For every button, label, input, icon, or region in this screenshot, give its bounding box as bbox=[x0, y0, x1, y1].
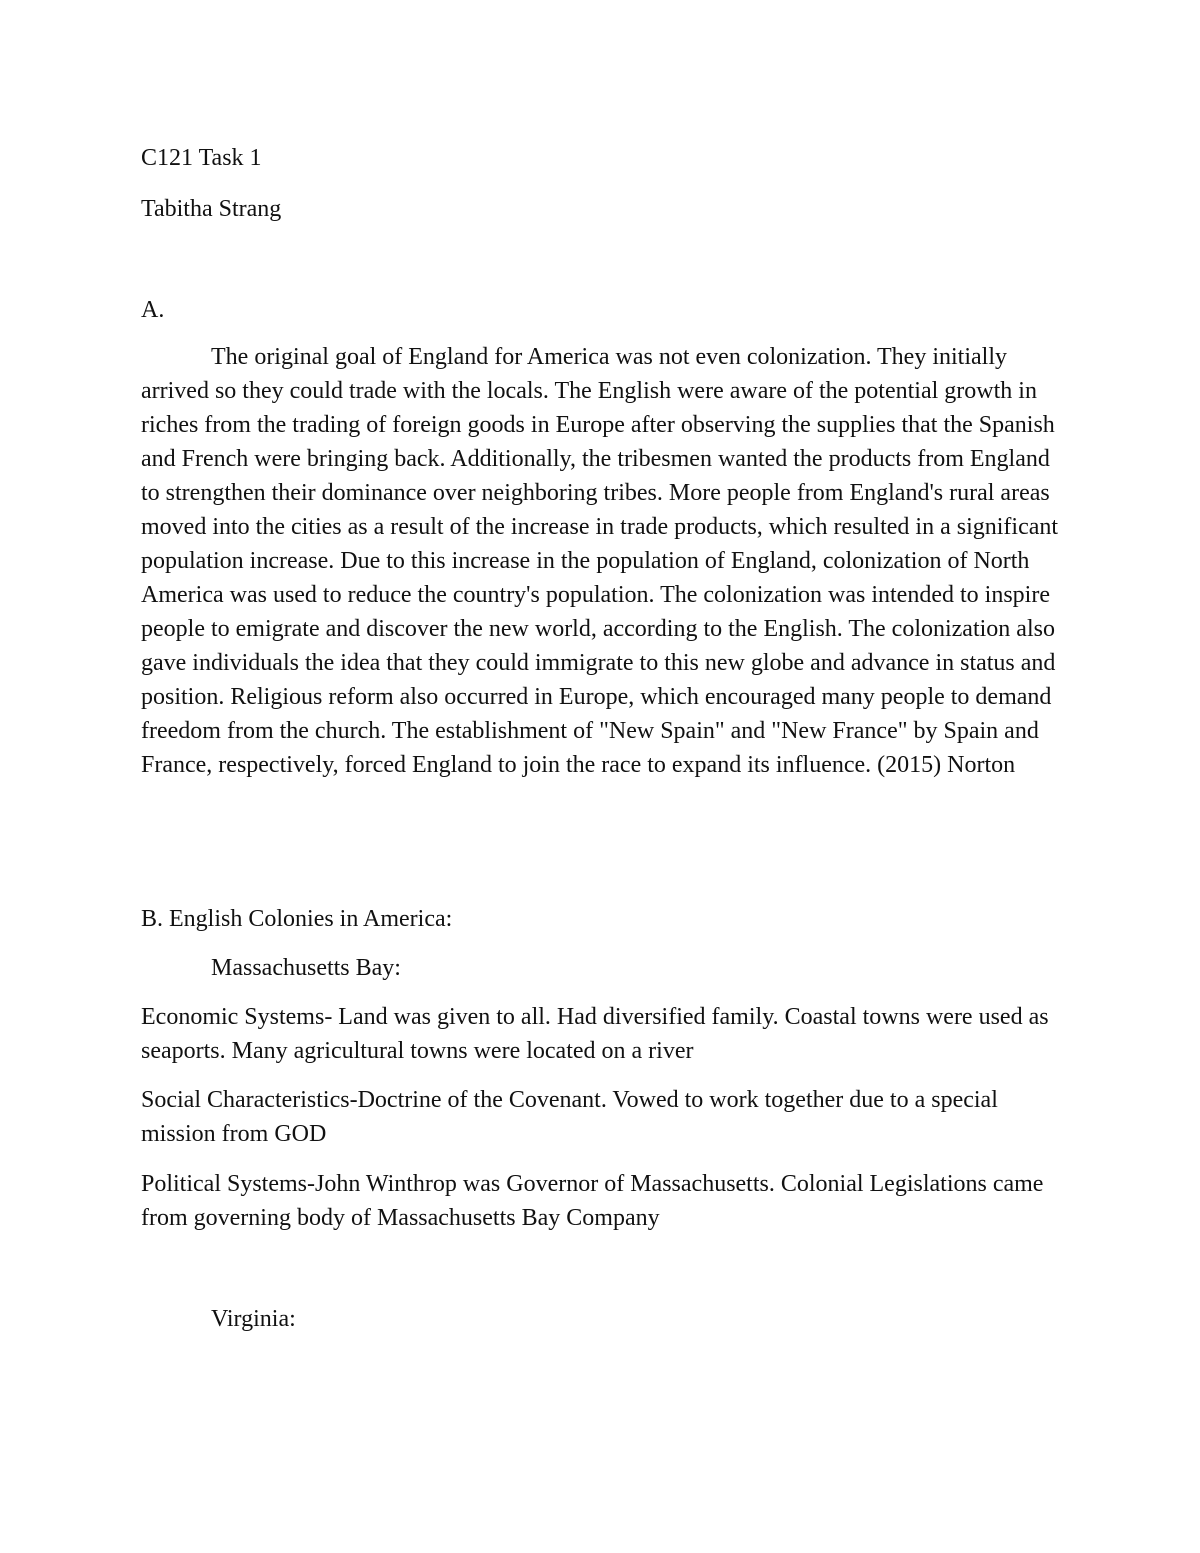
massachusetts-social-characteristics: Social Characteristics-Doctrine of the Covenant. Vowed to work together due to a special mission from GOD bbox=[141, 1087, 998, 1147]
section-a-label: A. bbox=[141, 297, 165, 323]
author-name: Tabitha Strang bbox=[141, 196, 282, 222]
massachusetts-economic-systems: Economic Systems- Land was given to all. Had diversified family. Coastal towns were used as seaports. Many agricultural towns were located on a river bbox=[141, 1004, 1049, 1064]
course-task-title: C121 Task 1 bbox=[141, 145, 262, 171]
massachusetts-political-systems: Political Systems-John Winthrop was Governor of Massachusetts. Colonial Legislations came from governing body of Massachusetts Bay Company bbox=[141, 1171, 1044, 1231]
virginia-title: Virginia: bbox=[211, 1306, 296, 1332]
massachusetts-bay-title: Massachusetts Bay: bbox=[211, 955, 401, 981]
section-b-heading: B. English Colonies in America: bbox=[141, 906, 453, 932]
section-a-paragraph: The original goal of England for America was not even colonization. They initially arrived so they could trade with the locals. The English were aware of the potential growth in riches from the trading of foreign goods in Europe after observing the supplies that the Spanish and French were bringing back. Additionally, the tribesmen wanted the products from England to strengthen their dominance over neighboring tribes. More people from England's rural areas moved into the cities as a result of the increase in trade products, which resulted in a significant population increase. Due to this increase in the population of England, colonization of North America was used to reduce the country's population. The colonization was intended to inspire people to emigrate and discover the new world, according to the English. The colonization also gave individuals the idea that they could immigrate to this new globe and advance in status and position. Religious reform also occurred in Europe, which encouraged many people to demand freedom from the church. The establishment of "New Spain" and "New France" by Spain and France, respectively, forced England to join the race to expand its influence. (2015) Norton bbox=[141, 344, 1059, 778]
